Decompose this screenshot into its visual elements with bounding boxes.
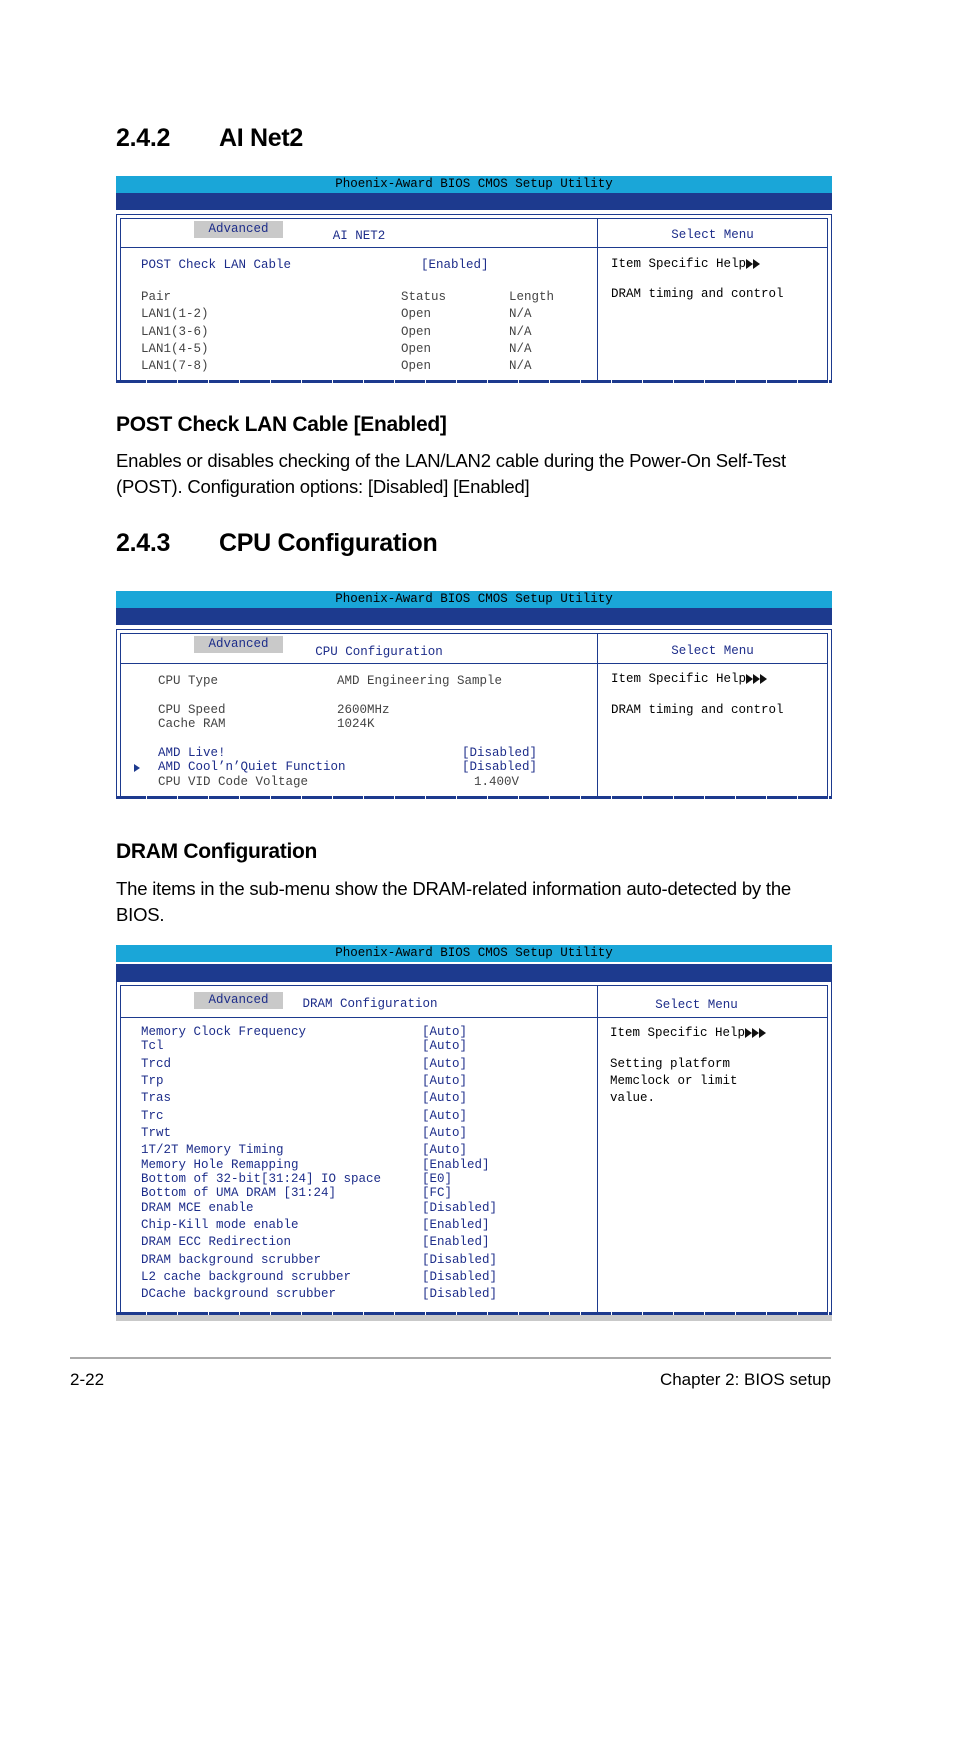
panel-title: AI NET2 (332, 229, 386, 243)
option-label[interactable]: Chip-Kill mode enable (141, 1218, 299, 1232)
item-help-label: Item Specific Help (610, 1026, 746, 1040)
menu-tab-advanced[interactable]: Advanced (194, 992, 283, 1009)
section-heading-cpu-configuration (116, 529, 437, 558)
arrow-icon (745, 1028, 752, 1038)
arrow-icon (752, 1028, 759, 1038)
option-amd-live[interactable]: AMD Live! (158, 746, 226, 760)
section-number: 2.4.2 (116, 124, 171, 152)
option-value[interactable]: [Auto] (422, 1057, 468, 1071)
info-value-cache-ram: 1024K (337, 717, 375, 731)
option-value[interactable]: [Auto] (422, 1074, 468, 1088)
table-row-pair: LAN1(7-8) (141, 359, 209, 373)
info-value-cpu-speed: 2600MHz (337, 703, 390, 717)
table-row-pair: LAN1(3-6) (141, 325, 209, 339)
option-post-check-lan-cable[interactable]: POST Check LAN Cable (141, 258, 292, 272)
info-label-cpu-vid: CPU VID Code Voltage (158, 775, 309, 789)
table-row-length: N/A (509, 325, 532, 339)
info-label-cpu-type: CPU Type (158, 674, 219, 688)
arrow-icon (753, 259, 760, 269)
option-value[interactable]: [Auto] (422, 1091, 468, 1105)
panel-title: CPU Configuration (315, 645, 443, 659)
info-value-cpu-type: AMD Engineering Sample (337, 674, 503, 688)
option-label[interactable]: DRAM MCE enable (141, 1201, 254, 1215)
arrow-icon (753, 674, 760, 684)
item-specific-help (611, 672, 767, 686)
subheading-post-check: POST Check LAN Cable [Enabled] (116, 413, 447, 436)
option-label[interactable]: Trwt (141, 1126, 172, 1140)
option-value[interactable]: [Auto] (422, 1109, 468, 1123)
help-text: DRAM timing and control (611, 703, 784, 717)
table-row-length: N/A (509, 342, 532, 356)
col-header-pair: Pair (141, 290, 172, 304)
table-row-status: Open (401, 325, 432, 339)
bios-screen-dram-configuration (116, 945, 832, 1321)
option-label[interactable]: Tras (141, 1091, 172, 1105)
help-text-line: Setting platform (610, 1057, 731, 1071)
info-label-cpu-speed: CPU Speed (158, 703, 226, 717)
table-row-pair: LAN1(1-2) (141, 307, 209, 321)
option-value[interactable]: [FC] (422, 1186, 453, 1200)
option-label[interactable]: 1T/2T Memory Timing (141, 1143, 284, 1157)
bottom-border (116, 380, 832, 383)
info-value-cpu-vid: 1.400V (474, 775, 520, 789)
col-header-status: Status (401, 290, 447, 304)
arrow-icon (746, 259, 753, 269)
footer-rule (70, 1357, 831, 1359)
option-value-post-check-lan-cable[interactable]: [Enabled] (421, 258, 489, 272)
option-label[interactable]: Trcd (141, 1057, 172, 1071)
bios-title: Phoenix-Award BIOS CMOS Setup Utility (335, 946, 613, 960)
section-title: AI Net2 (219, 124, 304, 152)
menu-tab-advanced[interactable]: Advanced (194, 221, 283, 238)
bottom-bar (116, 1315, 832, 1321)
option-value[interactable]: [Disabled] (422, 1201, 498, 1215)
table-row-pair: LAN1(4-5) (141, 342, 209, 356)
help-text-line: value. (610, 1091, 656, 1105)
option-value[interactable]: [Disabled] (422, 1270, 498, 1284)
help-header: Select Menu (671, 228, 754, 242)
help-header: Select Menu (671, 644, 754, 658)
info-label-cache-ram: Cache RAM (158, 717, 226, 731)
submenu-pointer-icon (134, 736, 142, 744)
chapter-label: Chapter 2: BIOS setup (659, 1370, 831, 1389)
option-value[interactable]: [Disabled] (422, 1253, 498, 1267)
item-help-label: Item Specific Help (611, 257, 747, 271)
option-value[interactable]: [Auto] (422, 1143, 468, 1157)
option-label[interactable]: L2 cache background scrubber (141, 1270, 352, 1284)
option-value[interactable]: [Enabled] (422, 1158, 490, 1172)
option-value[interactable]: [Auto] (422, 1039, 468, 1053)
dram-description: The items in the sub-menu show the DRAM-related information auto-detected by the BIOS. (116, 878, 792, 925)
bios-title: Phoenix-Award BIOS CMOS Setup Utility (335, 592, 613, 606)
option-label[interactable]: Trp (141, 1074, 164, 1088)
option-value-amd-live[interactable]: [Disabled] (462, 746, 538, 760)
option-amd-cool-n-quiet[interactable]: AMD Cool’n’Quiet Function (158, 760, 346, 774)
bios-title-bar (116, 176, 832, 193)
help-text: DRAM timing and control (611, 287, 784, 301)
section-heading-ai-net2 (116, 124, 303, 153)
table-row-status: Open (401, 307, 432, 321)
bios-screen-cpu-configuration (116, 591, 832, 799)
option-value[interactable]: [Enabled] (422, 1218, 490, 1232)
table-row-status: Open (401, 359, 432, 373)
arrow-icon (760, 674, 767, 684)
bios-screen-ai-net2 (116, 176, 832, 383)
arrow-icon (759, 1028, 766, 1038)
option-label[interactable]: DCache background scrubber (141, 1287, 337, 1301)
option-label[interactable]: Bottom of 32-bit[31:24] IO space (141, 1172, 382, 1186)
option-label[interactable]: Memory Clock Frequency (141, 1025, 307, 1039)
post-check-description: Enables or disables checking of the LAN/LAN2 cable during the Power-On Self-Test (POST). Configuration options: [Disabled] [Enabled] (116, 450, 786, 497)
option-label[interactable]: Trc (141, 1109, 164, 1123)
page-number: 2-22 (70, 1370, 105, 1389)
option-value[interactable]: [Auto] (422, 1126, 468, 1140)
option-value-amd-cool-n-quiet[interactable]: [Disabled] (462, 760, 538, 774)
subheading-dram-configuration: DRAM Configuration (116, 840, 318, 863)
table-row-length: N/A (509, 359, 532, 373)
option-label[interactable]: Tcl (141, 1039, 164, 1053)
help-text-line: Memclock or limit (610, 1074, 738, 1088)
section-title: CPU Configuration (219, 529, 438, 557)
help-header: Select Menu (655, 998, 738, 1012)
option-value[interactable]: [Enabled] (422, 1235, 490, 1249)
bios-title: Phoenix-Award BIOS CMOS Setup Utility (335, 177, 613, 191)
option-value[interactable]: [Auto] (422, 1025, 468, 1039)
option-label[interactable]: Bottom of UMA DRAM [31:24] (141, 1186, 337, 1200)
item-specific-help (611, 257, 760, 271)
submenu-dram-configuration[interactable]: DRAM Configuration (158, 731, 294, 745)
bios-title-bar (116, 591, 832, 608)
option-label[interactable]: Memory Hole Remapping (141, 1158, 299, 1172)
table-row-status: Open (401, 342, 432, 356)
item-specific-help (610, 1026, 766, 1040)
option-value[interactable]: [Disabled] (422, 1287, 498, 1301)
option-label[interactable]: DRAM ECC Redirection (141, 1235, 292, 1249)
item-help-label: Item Specific Help (611, 672, 747, 686)
menu-tab-advanced[interactable]: Advanced (194, 636, 283, 653)
bios-title-bar (116, 945, 832, 962)
bottom-border (116, 796, 832, 799)
panel-title: DRAM Configuration (302, 997, 438, 1011)
option-value[interactable]: [E0] (422, 1172, 453, 1186)
table-row-length: N/A (509, 307, 532, 321)
arrow-icon (746, 674, 753, 684)
option-label[interactable]: DRAM background scrubber (141, 1253, 322, 1267)
col-header-length: Length (509, 290, 555, 304)
section-number: 2.4.3 (116, 529, 171, 557)
